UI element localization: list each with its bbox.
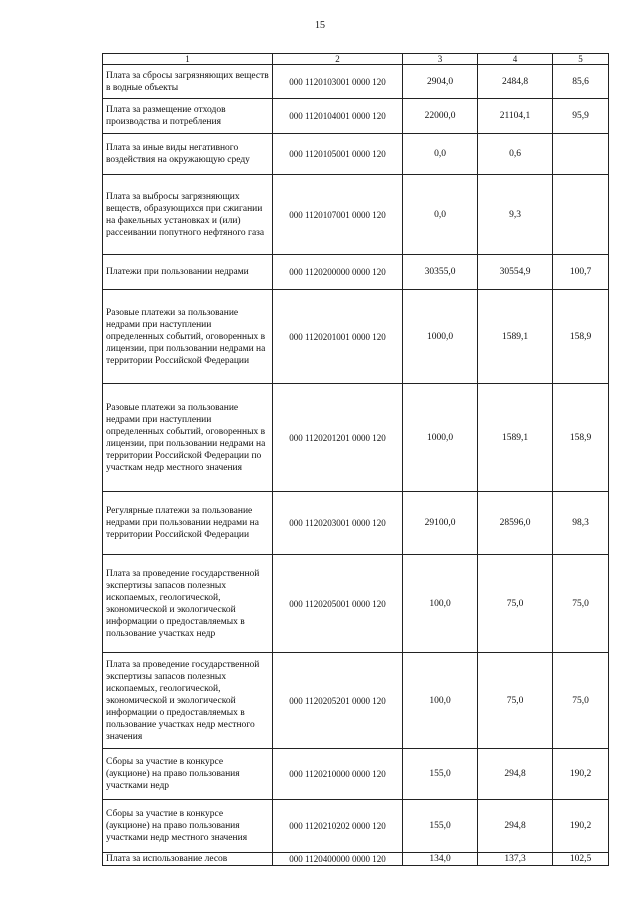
table-row (103, 99, 609, 134)
row-plan: 1000,0 (403, 384, 478, 492)
page-number: 15 (315, 20, 325, 31)
row-name: Сборы за участие в конкурсе (аукционе) на право пользования участками недр местного значения (103, 800, 273, 853)
row-code: 000 1120205201 0000 120 (273, 653, 403, 749)
row-code: 000 1120200000 0000 120 (273, 255, 403, 290)
row-name: Плата за размещение отходов производства и потребления (103, 99, 273, 134)
table-row (103, 384, 609, 492)
row-plan: 1000,0 (403, 290, 478, 384)
row-actual: 28596,0 (478, 492, 553, 555)
row-code: 000 1120107001 0000 120 (273, 175, 403, 255)
row-name: Плата за выбросы загрязняющих веществ, образующихся при сжигании на факельных установках и (или) рассеивании попутного нефтяного газа (103, 175, 273, 255)
row-name: Плата за сбросы загрязняющих веществ в водные объекты (103, 65, 273, 99)
row-code: 000 1120201201 0000 120 (273, 384, 403, 492)
column-header: 3 (403, 54, 478, 65)
column-header: 4 (478, 54, 553, 65)
row-name: Плата за иные виды негативного воздействия на окружающую среду (103, 134, 273, 175)
row-percent: 95,9 (553, 99, 609, 134)
row-name: Плата за использование лесов (103, 853, 273, 866)
row-percent: 190,2 (553, 749, 609, 800)
budget-table (102, 53, 609, 866)
row-name: Разовые платежи за пользование недрами при наступлении определенных событий, оговоренных в лицензии, при пользовании недрами на территории Российской Федерации по участкам недр местного значения (103, 384, 273, 492)
table-row (103, 800, 609, 853)
row-code: 000 1120210000 0000 120 (273, 749, 403, 800)
row-percent: 100,7 (553, 255, 609, 290)
row-actual: 294,8 (478, 749, 553, 800)
row-code: 000 1120103001 0000 120 (273, 65, 403, 99)
table-row (103, 555, 609, 653)
row-actual: 137,3 (478, 853, 553, 866)
row-plan: 155,0 (403, 800, 478, 853)
row-plan: 0,0 (403, 134, 478, 175)
row-percent: 85,6 (553, 65, 609, 99)
column-header: 1 (103, 54, 273, 65)
table-row (103, 65, 609, 99)
row-code: 000 1120201001 0000 120 (273, 290, 403, 384)
row-percent (553, 175, 609, 255)
row-code: 000 1120104001 0000 120 (273, 99, 403, 134)
table-row (103, 492, 609, 555)
row-actual: 0,6 (478, 134, 553, 175)
row-code: 000 1120400000 0000 120 (273, 853, 403, 866)
row-plan: 155,0 (403, 749, 478, 800)
row-name: Плата за проведение государственной экспертизы запасов полезных ископаемых, геологической, экономической и экологической информации о предоставляемых в пользование участках недр (103, 555, 273, 653)
table-row (103, 290, 609, 384)
column-header: 2 (273, 54, 403, 65)
row-actual: 21104,1 (478, 99, 553, 134)
row-actual: 75,0 (478, 555, 553, 653)
row-percent: 75,0 (553, 653, 609, 749)
row-plan: 22000,0 (403, 99, 478, 134)
row-actual: 75,0 (478, 653, 553, 749)
row-percent: 75,0 (553, 555, 609, 653)
row-actual: 9,3 (478, 175, 553, 255)
row-actual: 294,8 (478, 800, 553, 853)
row-code: 000 1120105001 0000 120 (273, 134, 403, 175)
row-code: 000 1120210202 0000 120 (273, 800, 403, 853)
row-plan: 29100,0 (403, 492, 478, 555)
table-row (103, 653, 609, 749)
row-plan: 100,0 (403, 555, 478, 653)
row-actual: 1589,1 (478, 290, 553, 384)
row-name: Сборы за участие в конкурсе (аукционе) на право пользования участками недр (103, 749, 273, 800)
row-name: Плата за проведение государственной экспертизы запасов полезных ископаемых, геологической, экономической и экологической информации о предоставляемых в пользование участках недр местного значения (103, 653, 273, 749)
table-row (103, 134, 609, 175)
row-percent: 158,9 (553, 290, 609, 384)
row-code: 000 1120203001 0000 120 (273, 492, 403, 555)
table-row (103, 255, 609, 290)
row-percent (553, 134, 609, 175)
table-row (103, 749, 609, 800)
row-percent: 102,5 (553, 853, 609, 866)
row-code: 000 1120205001 0000 120 (273, 555, 403, 653)
row-name: Регулярные платежи за пользование недрами при пользовании недрами на территории Российской Федерации (103, 492, 273, 555)
row-percent: 98,3 (553, 492, 609, 555)
row-name: Платежи при пользовании недрами (103, 255, 273, 290)
row-plan: 100,0 (403, 653, 478, 749)
row-percent: 190,2 (553, 800, 609, 853)
row-plan: 0,0 (403, 175, 478, 255)
row-actual: 2484,8 (478, 65, 553, 99)
row-plan: 2904,0 (403, 65, 478, 99)
table-row (103, 853, 609, 866)
row-actual: 1589,1 (478, 384, 553, 492)
row-name: Разовые платежи за пользование недрами при наступлении определенных событий, оговоренных в лицензии, при пользовании недрами на территории Российской Федерации (103, 290, 273, 384)
table-row (103, 175, 609, 255)
row-plan: 30355,0 (403, 255, 478, 290)
row-plan: 134,0 (403, 853, 478, 866)
table-header-row (103, 54, 609, 65)
column-header: 5 (553, 54, 609, 65)
row-actual: 30554,9 (478, 255, 553, 290)
row-percent: 158,9 (553, 384, 609, 492)
